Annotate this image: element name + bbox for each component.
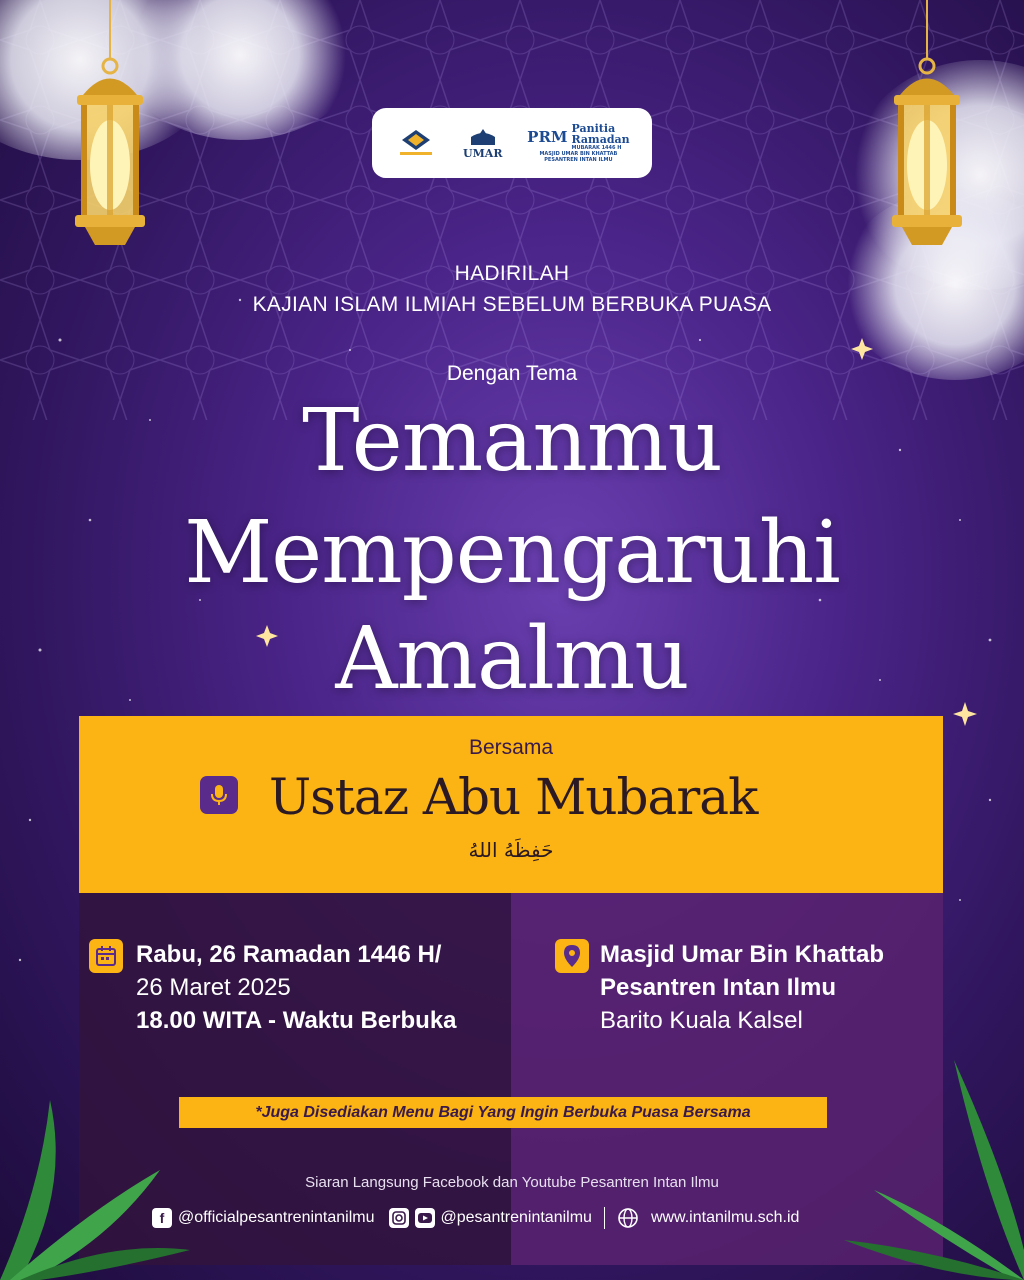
speaker-name: Ustaz Abu Mubarak [269,768,758,826]
location-region: Barito Kuala Kalsel [600,1007,803,1034]
prm-sub-2: MASJID UMAR BIN KHATTAB [539,151,618,157]
globe-icon [617,1207,639,1229]
schedule-time: 18.00 WITA - Waktu Berbuka [136,1007,457,1034]
schedule-day: Rabu, 26 Ramadan 1446 H/ [136,941,442,968]
facebook-handle[interactable]: @officialpesantrenintanilmu [178,1209,375,1226]
logo-bar [372,108,652,178]
title-line-1: Temanmu [302,391,722,491]
instagram-youtube-handle[interactable]: @pesantrenintanilmu [440,1209,592,1226]
prm-abbr: PRM [527,128,568,146]
masjid-umar-text: UMAR [463,146,503,160]
website-link[interactable]: www.intanilmu.sch.id [650,1209,800,1226]
location-pin-icon [555,939,589,973]
palm-leaf-right [824,1050,1024,1280]
location-mosque: Masjid Umar Bin Khattab [600,941,885,968]
honorific-arabic: حَفِظَهُ اللهُ [468,838,554,862]
location-school: Pesantren Intan Ilmu [600,974,837,1001]
speaker-box [79,716,943,893]
lantern-icon-left [65,0,155,250]
prm-sub-1: MUBARAK 1446 H [571,145,622,151]
facebook-icon[interactable]: f [152,1208,172,1228]
microphone-icon [200,776,238,814]
intro-heading: HADIRILAH [454,262,570,285]
theme-label: Dengan Tema [446,362,578,385]
prm-title-2: Ramadan [571,133,630,146]
prm-title-1: Panitia [571,122,616,135]
lantern-icon-right [882,0,972,250]
pesantren-intan-ilmu-logo [394,128,438,158]
instagram-icon[interactable] [389,1208,409,1228]
prm-sub-3: PESANTREN INTAN ILMU [544,157,613,163]
social-bar [152,1205,799,1231]
intro-subheading: KAJIAN ISLAM ILMIAH SEBELUM BERBUKA PUASA [252,293,772,316]
schedule-date: 26 Maret 2025 [136,974,291,1001]
masjid-umar-logo [463,127,502,160]
note-bar [179,1097,827,1128]
with-label: Bersama [468,736,554,759]
iftar-note: *Juga Disediakan Menu Bagi Yang Ingin Berbuka Puasa Bersama [255,1103,751,1121]
footer-divider [604,1207,605,1229]
live-broadcast-text: Siaran Langsung Facebook dan Youtube Pesantren Intan Ilmu [305,1174,719,1191]
title-line-2: Mempengaruhi [184,503,840,603]
panitia-ramadan-logo [527,123,629,163]
title-line-3: Amalmu [335,609,689,709]
youtube-icon[interactable] [415,1208,435,1228]
calendar-icon [89,939,123,973]
palm-leaf-left [0,1040,240,1280]
